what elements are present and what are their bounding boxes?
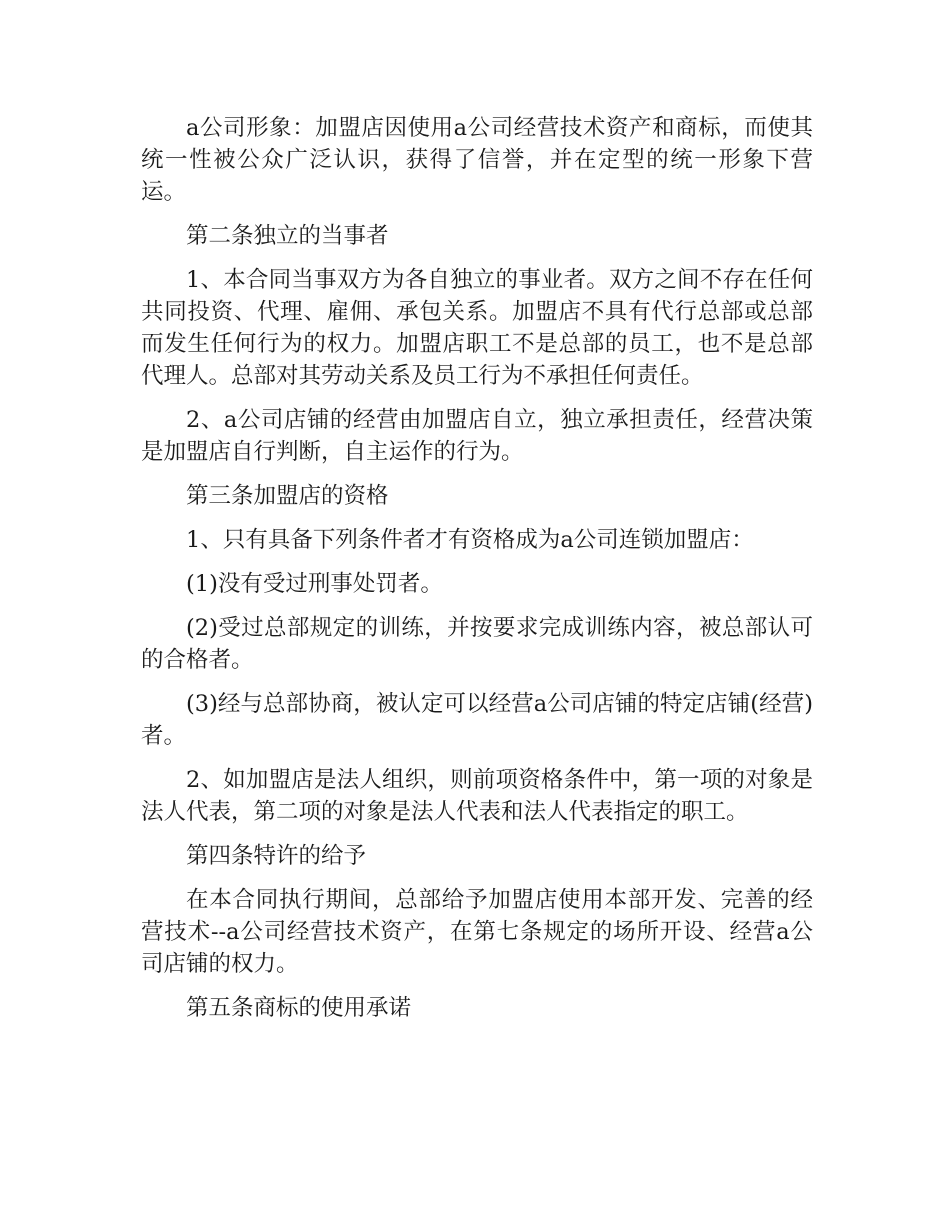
article-4-heading: 第四条特许的给予 [186, 843, 367, 869]
paragraph-qualification-3: (3)经与总部协商，被认定可以经营a公司店铺的特定店铺(经营)者。 [141, 691, 813, 749]
paragraph-qualification-intro: 1、只有具备下列条件者才有资格成为a公司连锁加盟店： [186, 527, 754, 553]
paragraph-independent-operation: 2、a公司店铺的经营由加盟店自立，独立承担责任，经营决策是加盟店自行判断，自主运作的行为。 [141, 407, 813, 465]
paragraph-company-image: a公司形象：加盟店因使用a公司经营技术资产和商标，而使其统一性被公众广泛认识，获得了信誉，并在定型的统一形象下营运。 [141, 115, 813, 205]
paragraph-franchise-grant: 在本合同执行期间，总部给予加盟店使用本部开发、完善的经营技术--a公司经营技术资产，在第七条规定的场所开设、经营a公司店铺的权力。 [141, 887, 813, 977]
article-5-heading: 第五条商标的使用承诺 [186, 995, 412, 1021]
paragraph-independent-parties: 1、本合同当事双方为各自独立的事业者。双方之间不存在任何共同投资、代理、雇佣、承包关系。加盟店不具有代行总部或总部而发生任何行为的权力。加盟店职工不是总部的员工，也不是总部代理人。总部对其劳动关系及员工行为不承担任何责任。 [141, 267, 813, 389]
paragraph-qualification-1: (1)没有受过刑事处罚者。 [186, 571, 443, 597]
document-body [141, 112, 813, 1036]
article-2-heading: 第二条独立的当事者 [186, 223, 389, 249]
paragraph-qualification-2: (2)受过总部规定的训练，并按要求完成训练内容，被总部认可的合格者。 [141, 615, 813, 673]
paragraph-legal-entity: 2、如加盟店是法人组织，则前项资格条件中，第一项的对象是法人代表，第二项的对象是法人代表和法人代表指定的职工。 [141, 767, 813, 825]
article-3-heading: 第三条加盟店的资格 [186, 483, 389, 509]
